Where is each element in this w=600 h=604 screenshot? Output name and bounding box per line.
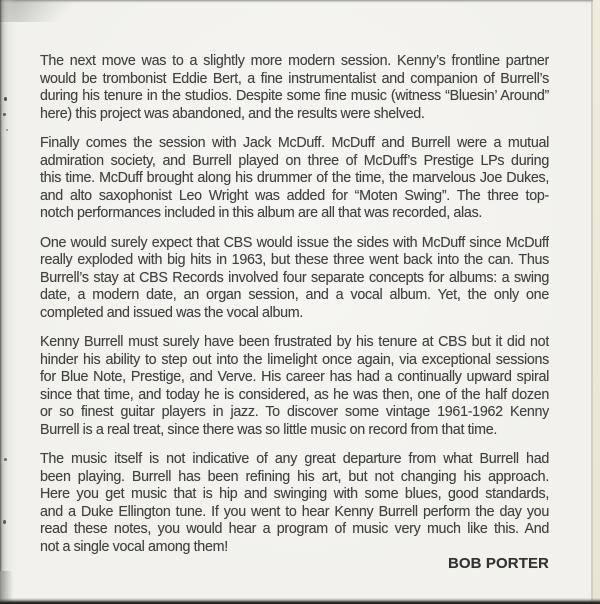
text-line: this time. McDuff brought along his drummer of the time, the marvelous Joe Dukes,	[40, 170, 549, 186]
text-line: since that time, and today he is considered, as he was then, one of the half dozen	[40, 386, 549, 403]
text-line: admiration society, and Burrell played on three of McDuff’s Prestige LPs during	[40, 152, 549, 169]
text-line: date, a modern date, an organ session, and a vocal album. Yet, the only one	[40, 287, 549, 303]
scan-speck	[4, 458, 7, 461]
page-right-edge-strip	[593, 0, 600, 604]
paragraph-1	[40, 53, 549, 123]
text-line: during his tenure in the studios. Despite some fine music (witness “Bluesin’ Around”	[40, 88, 549, 104]
text-line: The next move was to a slightly more modern session. Kenny’s frontline partner	[40, 53, 549, 69]
scan-edge-top	[0, 0, 600, 3]
text-line: hinder his ability to step out into the limelight once again, via exceptional sessions	[40, 351, 549, 368]
text-line: The music itself is not indicative of any great departure from what Burrell had	[40, 451, 549, 467]
scan-speck	[4, 97, 7, 101]
text-line: Burrell is a real treat, since there was so little music on record from that time.	[40, 421, 498, 438]
scan-edge-bottom	[0, 598, 600, 604]
scan-speck	[3, 520, 6, 524]
text-line: One would surely expect that CBS would issue the sides with McDuff since McDuff	[40, 234, 549, 251]
text-line: for Blue Note, Prestige, and Verve. His career has had a continually upward spiral	[40, 369, 549, 385]
text-line: or so finest guitar players in jazz. To discover some vintage 1961-1962 Kenny	[40, 404, 549, 420]
scan-edge-left-gutter	[0, 0, 16, 604]
text-line: notch performances included in this album are all that was recorded, alas.	[40, 205, 483, 221]
scan-speck	[6, 129, 8, 131]
scan-corner-bottom-left-shadow	[0, 571, 13, 601]
paragraph-4	[40, 334, 549, 439]
text-line: completed and issued was the vocal album.	[40, 304, 304, 321]
text-line: really exploded with big hits in 1963, but these three went back into the can. Thus	[40, 252, 549, 268]
text-line: been playing. Burrell has been refining his art, but not changing his approach.	[40, 468, 549, 485]
text-line: Here you get music that is hip and swinging with some blues, good standards,	[40, 486, 549, 502]
author-signature: BOB PORTER	[447, 555, 549, 572]
paragraph-5	[40, 451, 549, 556]
scan-speck	[3, 113, 6, 116]
text-line: here) this project was abandoned, and the results were shelved.	[40, 105, 425, 122]
text-line: Finally comes the session with Jack McDuff. McDuff and Burrell were a mutual	[40, 135, 549, 151]
text-line: and a Duke Ellington tune. If you went to hear Kenny Burrell perform the day you	[40, 503, 549, 520]
text-line: would be trombonist Eddie Bert, a fine instrumentalist and companion of Burrell’s	[40, 70, 549, 87]
text-line: and alto saxophonist Leo Wright was added for “Moten Swing”. The three top-	[40, 187, 549, 204]
paragraph-2	[40, 135, 549, 223]
liner-notes-text	[40, 53, 549, 556]
paragraph-3	[40, 235, 549, 323]
text-line: not a single vocal among them!	[40, 538, 228, 555]
text-line: Kenny Burrell must surely have been frustrated by his tenure at CBS but it did not	[40, 334, 549, 350]
text-line: Burrell’s stay at CBS Records involved four separate concepts for albums: a swing	[40, 269, 549, 286]
text-line: read these notes, you would hear a program of music very much like this. And	[40, 521, 549, 537]
